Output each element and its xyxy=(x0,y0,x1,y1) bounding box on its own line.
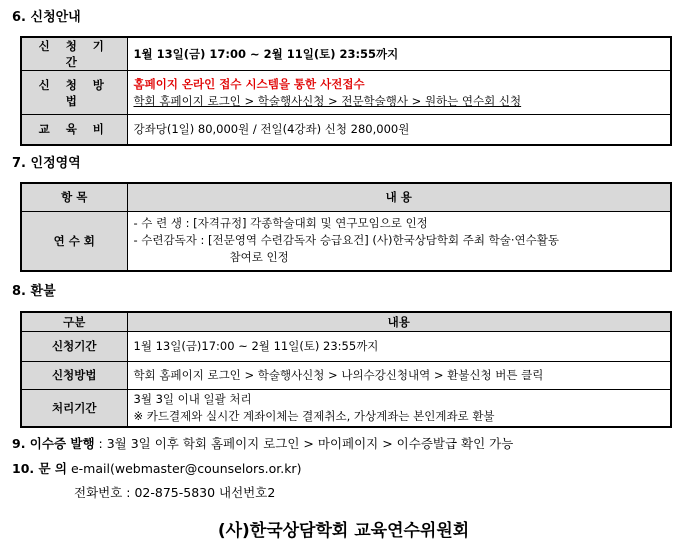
content-line: - 수 련 생 : [자격규정] 각종학술대회 및 연구모임으로 인정 xyxy=(133,216,428,231)
table-header-row xyxy=(21,183,671,211)
processing-period-value xyxy=(127,389,671,427)
table-row xyxy=(21,211,671,271)
column-header: 내용 xyxy=(127,312,671,331)
row-label: 교 육 비 xyxy=(21,115,127,145)
table-header-row xyxy=(21,312,671,331)
section9-title: 9. 이수증 발행 xyxy=(12,436,95,451)
contact-email: e-mail(webmaster@counselors.or.kr) xyxy=(70,461,302,476)
contact-phone: 전화번호 : 02-875-5830 내선번호2 xyxy=(74,485,276,500)
row-label: 신청기간 xyxy=(21,331,127,361)
certificate-line xyxy=(12,434,513,452)
application-info-table xyxy=(20,36,672,146)
content-line: 참여로 인정 xyxy=(229,250,289,265)
content-line: 3월 3일 이내 일괄 처리 xyxy=(133,391,252,406)
refund-method-value: 학회 홈페이지 로그인 > 학술행사신청 > 나의수강신청내역 > 환불신청 버튼 클릭 xyxy=(127,361,671,389)
certificate-text: : 3월 3일 이후 학회 홈페이지 로그인 > 마이페이지 > 이수증발급 확인 가능 xyxy=(98,436,514,451)
section7-title: 7. 인정영역 xyxy=(12,156,81,171)
recognition-table xyxy=(20,182,672,272)
application-method-value xyxy=(127,71,671,115)
row-label: 신 청 기 간 xyxy=(21,37,127,71)
table-row xyxy=(21,389,671,427)
column-header: 구분 xyxy=(21,312,127,331)
table-row xyxy=(21,37,671,71)
column-header: 내 용 xyxy=(127,183,671,211)
section6-title: 6. 신청안내 xyxy=(12,10,81,25)
refund-period-value: 1월 13일(금)17:00 ~ 2월 11일(토) 23:55까지 xyxy=(127,331,671,361)
section10-title: 10. 문 의 xyxy=(12,461,67,476)
organization-name: (사)한국상담학회 교육연수위원회 xyxy=(217,521,470,541)
column-header: 항 목 xyxy=(21,183,127,211)
content-line: ※ 카드결제와 실시간 계좌이체는 결제취소, 가상계좌는 본인계좌로 환불 xyxy=(133,408,495,423)
row-label: 신 청 방 법 xyxy=(21,71,127,115)
section8-title: 8. 환불 xyxy=(12,284,56,299)
row-label: 처리기간 xyxy=(21,389,127,427)
application-path: 학회 홈페이지 로그인 > 학술행사신청 > 전문학술행사 > 원하는 연수회 신청 xyxy=(133,93,522,108)
table-row xyxy=(21,361,671,389)
fee-value: 강좌당(1일) 80,000원 / 전일(4강좌) 신청 280,000원 xyxy=(127,115,671,145)
table-row xyxy=(21,71,671,115)
table-row xyxy=(21,331,671,361)
row-label: 연 수 회 xyxy=(21,211,127,271)
online-registration-note: 홈페이지 온라인 접수 시스템을 통한 사전접수 xyxy=(133,76,365,91)
refund-table xyxy=(20,311,672,428)
recognition-content xyxy=(127,211,671,271)
contact-line xyxy=(12,459,301,477)
row-label: 신청방법 xyxy=(21,361,127,389)
table-row xyxy=(21,115,671,145)
application-period-value: 1월 13일(금) 17:00 ~ 2월 11일(토) 23:55까지 xyxy=(127,37,671,71)
content-line: - 수련감독자 : [전문영역 수련감독자 승급요건] (사)한국상담학회 주최 학술·연수활동 xyxy=(133,233,559,248)
